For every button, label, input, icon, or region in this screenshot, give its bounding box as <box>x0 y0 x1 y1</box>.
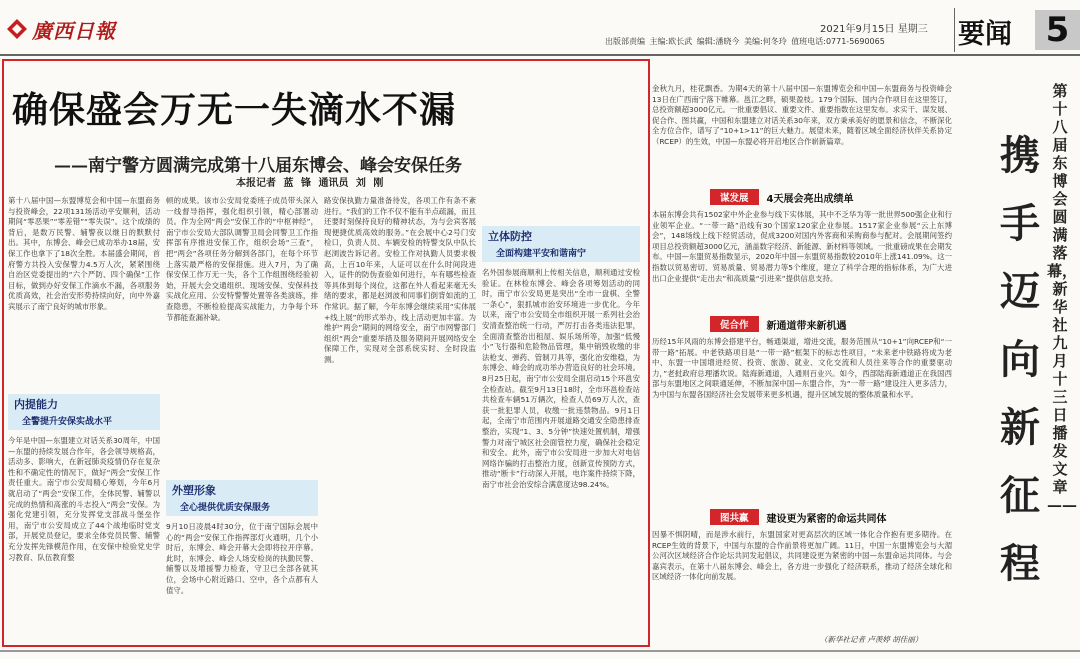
side-title: 携手迈向新征程 <box>1000 132 1040 587</box>
article-column-1b: 今年是中国—东盟建立对话关系30周年，中国—东盟的持续发展合作年，各会领导规格高，活动多、影响大，在新冠肺炎疫情仍存在复杂性和不确定性的情况下，做好“两会”安保工作责任重大。南宁市公安局精心筹划，今年6月就启动了“两会”安保工作，全体民警、辅警以完成的热情和高涨的斗志投入“两会”安保。为强化党建引领，充分发挥党支部战斗堡垒作用，南宁市公安局成立了44个战地临时党支部，开展党员登记，要求全体党员民警、辅警充分发挥先锋模范作用，在安保中检验党史学习教育、队伍教育整 <box>8 436 160 562</box>
part-header-1 <box>710 189 853 205</box>
part-text-3: 因暴不惧阴晴，而是涉水前行，东盟国家对更高层次的区域一体化合作抱有更多期待。在RCEP生效的背景下，中国与东盟的合作前景将更加广阔。11日，中国一东盟博览会与大湄公河次区域经济合作论坛共同发起倡议，共同建设更为紧密的中国—东盟命运共同体。与会嘉宾表示，在第十八届东博会、峰会上，各方进一步强化了经济联系，推动了经济全球化和区域经济一体化向前发展。 <box>652 530 952 582</box>
part-tag: 谋发展 <box>710 189 759 205</box>
article-column-3: 路安保执勤力量准备待发，各项工作有条不紊进行。“我们的工作不仅不能有半点疏漏，而且还要时刻保持良好的精神状态，为与会宾客展现便捷优质高效的服务。”在会展中心2号门安检口，负责人员、车辆安检的特警支队中队长赵浏波告诉记者。安检工作对执勤人员要求极高，上百10年来，人证可以在什么时间段进入，证件的防伪查验如何进行，车有哪些检查等具体到每个岗位，这都在外人看起来毫无头绪的要求，都是赵浏波和同事们倒背如流的工作常识。据了解，今年东博会继续采用“实体展+线上展”的形式举办，线上活动更加丰富。为维护“两会”期间的网络安全，南宁市网警部门组织“两会”重要举措及服务期间开展网络安全保障工作，实现对全部系统实时、全时段监测。 <box>324 196 476 364</box>
subsection-box-1 <box>8 394 160 430</box>
subsection-subtitle: 全心提供优质安保服务 <box>180 503 271 513</box>
part-text-1: 本届东博会共有1502家中外企业参与线下实体展，其中不乏华为等一批世界500强企业和行业领军企业。“一带一路”沿线有30个国家120家企业参展。1517家企业参展“云上东博会”，148场线上线下经贸活动，促成3200对国内外客商和采购商参与配对。会展期间签约项目总投资额超3000亿元，涵盖数字经济、新能源、新材料等领域。一批重磅成果在会期发布。中国—东盟贸易指数显示，2020年中国—东盟贸易指数较2010年上涨141.09%。这一指数以贸易密切、贸易质量、贸易潜力等5个维度，建立了科学合理的指标体系，为广大进出口企业提供“走出去”和高质量“引进来”提供信息支持。 <box>652 210 952 283</box>
part-title: 4天展会亮出成绩单 <box>766 193 854 205</box>
side-kicker: 第十八届东博会圆满落幕，新华社九月十三日播发文章—— <box>1047 82 1078 514</box>
part-title: 新通道带来新机遇 <box>766 320 847 332</box>
subsection-box-2 <box>166 480 318 516</box>
editor-credits: 出版部责编 主编:欧长武 编辑:潘晓今 美编:何冬玲 值班电话:0771-5690065 <box>605 37 885 46</box>
part-header-2 <box>710 316 847 332</box>
main-subheadline: ——南宁警方圆满完成第十八届东博会、峰会安保任务 <box>54 156 462 176</box>
part-tag: 促合作 <box>710 316 759 332</box>
article-column-2b: 9月10日凌晨4时30分，位于南宁国际会展中心的“两会”安保工作指挥部灯火通明，几个小时后，东博会、峰会开幕大会即将拉开序幕。此时，东博会、峰会人场安检岗的执勤民警、辅警以及增援警力检查，守卫已全部各就其位，会场中心附近路口、空中，各个点都有人值守。 <box>166 522 318 595</box>
subsection-box-3 <box>482 226 640 262</box>
part-tag: 图共赢 <box>710 509 759 525</box>
article-column-2: 顿的成果。该市公安局党委班子成员带头深入一线督导指挥，强化组织引领，精心部署动员。作为全网“两会”安保工作的“中枢神经”，南宁市公安局大部队调警卫局会同警卫工作指挥部有序推进安保工作，组织会场“三查”，把“两会”各项任务分解到各部门，在每个环节上落实最严格的安保措施。进入7月，为了确保安保工作万无一失，各个工作组围绕经验初始，开展大会交通组织、现场安保、安保科技实战化应用、公安特警警处置等各类演练，排查隐患，不断检验提高实战能力，力争每个环节都能查漏补缺。 <box>166 196 318 322</box>
issue-date: 2021年9月15日 星期三 <box>820 24 928 35</box>
part-title: 建设更为紧密的命运共同体 <box>766 513 887 525</box>
subsection-title: 立体防控 <box>488 230 532 243</box>
header-rule <box>0 54 1080 56</box>
article-column-1: 第十八届中国—东盟博览会和中国—东盟商务与投资峰会，22项131场活动平安顺利，活动期间“零恶果”“零差错”“零失误”。这个成绩的背后，是数万民警、辅警夜以继日的默默付出。其中，东博会、峰会已成功举办18届，安保工作也拿下了18次全胜。本届盛会期间，首府警方共投入安保警力4.5万人次，紧紧围绕自治区党委提出的“六个严防、四个确保”工作目标，做到办好安保工作滴水不漏，各项服务优质高效，社会治安形势持续向好，向中外嘉宾展示了南宁良好的城市形象。 <box>8 196 160 311</box>
byline: 本报记者 蓝 锋 通讯员 刘 刚 <box>236 178 384 189</box>
subsection-subtitle: 全警提升安保实战水平 <box>22 417 113 427</box>
article-signature: （新华社记者 卢羡婷 胡佳丽） <box>820 635 923 644</box>
part-text-2: 历经15年风雨的东博会搭建平台，畅通渠道，增进交流，服务范围从“10+1”向RCEP和“一带一路”拓展。中老铁路项目是“一带一路”框架下的标志性项目，“未来老中铁路将成为老中、东盟一中国增进经贸、投资、旅游、就业、文化交流和人员往来等合作的重要驱动力，”老挝政府总理潘坎说。陆海新通道，人通则百业兴。如今，西部陆海新通道正在我国西部与东盟地区之间联通延伸，不断加深中国—东盟合作，为“一带一路”建设注入更多活力，为中国与东盟各国经济社会发展带来更多机遇，提升区域发展的整体质量和水平。 <box>652 337 952 399</box>
side-intro: 金秋九月，桂花飘香。为期4天的第十八届中国—东盟博览会和中国—东盟商务与投资峰会13日在广西南宁落下帷幕。邕江之畔，硕果盈枝。179个国际、国内合作项目在这里签订，总投资额超3000亿元。一批重要倡议、重要文件、重要指数在这里发布。求实干、谋发展、促合作、图共赢，中国和东盟建立对话关系30年来，双方秉承美好的愿景和信念，不断深化全方位合作，谱写了“10+1>11”的巨大魅力。展望未来，随着区域全面经济伙伴关系协定（RCEP）的生效，中国—东盟必将开启地区合作崭新篇章。 <box>652 84 952 146</box>
header-divider <box>954 8 955 52</box>
page-number: 5 <box>1035 10 1080 50</box>
section-label: 要闻 <box>958 19 1012 50</box>
subsection-title: 外塑形象 <box>172 484 216 497</box>
main-headline: 确保盛会万无一失滴水不漏 <box>12 89 457 131</box>
article-column-4: 名外国参展商顺利上传相关信息，顺利通过安检验证。在林检东博会、峰会各项筹划活动的同时，南宁市公安局更是突出“全市一盘棋、全警一条心”，狠抓城市治安环境进一步优化。今年以来，南宁市公安局全市组织开展一系列社会治安清查整治统一行动，严厉打击各类违法犯罪，全面清查整治出租屋、娱乐场所等，加强“低慢小”飞行器和危险物品管理，集中销毁收缴的非法枪支、弹药、管制刀具等，强化治安维稳，为东博会、峰会的成功举办营造良好的社会环境。8月25日起，南宁市公安局全面启动15个环邕安全检查站。截至9月13日18时，全市环邕检查站共检查车辆51万辆次，检查人员69万人次，查获一批犯罪人员，收缴一批违禁物品。9月1日起，全南宁市范围内开展道路交通安全隐患排查整治，实现“1、3、5分钟”快速处置机制，增强警力对南宁城区社会面管控力度，确保社会稳定和安全。此外，南宁市公安局进一步加大对电信网络诈骗的打击整治力度，创新宣传预防方式，推动“断卡”行动深入开展，电诈案件持续下降，南宁市社会治安综合满意度达98.24%。 <box>482 268 640 489</box>
newspaper-logo <box>6 12 146 46</box>
logo-emblem-icon <box>6 18 28 40</box>
logo-text: 廣西日報 <box>32 18 116 43</box>
article-column-4-top <box>482 196 640 224</box>
bottom-rule <box>0 650 1080 652</box>
part-header-3 <box>710 509 887 525</box>
subsection-subtitle: 全面构建平安和谐南宁 <box>496 249 587 259</box>
subsection-title: 内提能力 <box>14 398 58 411</box>
